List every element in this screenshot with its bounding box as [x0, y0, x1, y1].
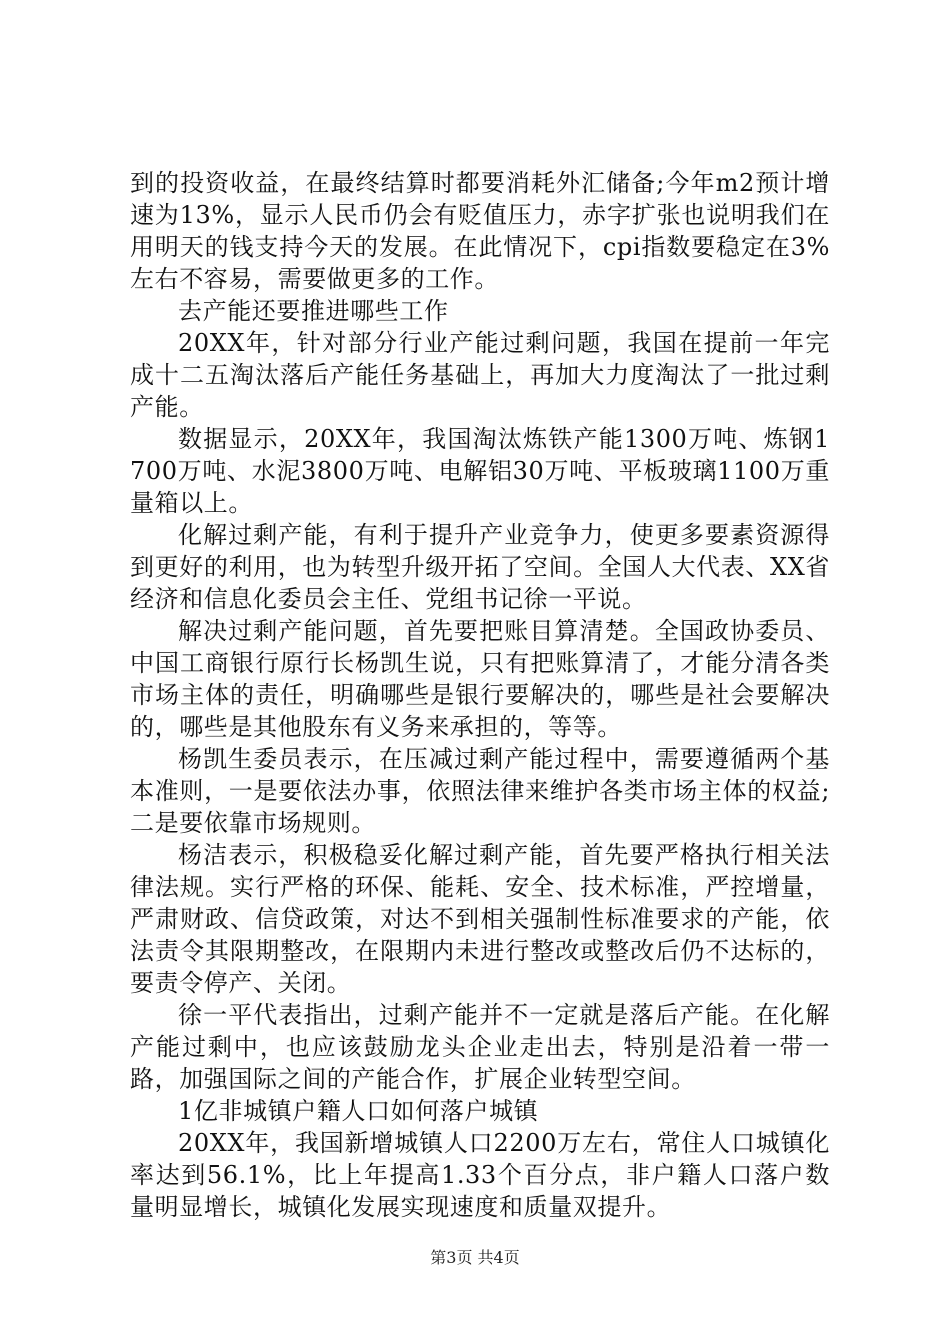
page-number-footer: 第3页 共4页 [430, 1248, 520, 1267]
section-heading: 去产能还要推进哪些工作 [178, 297, 449, 325]
section-heading: 1亿非城镇户籍人口如何落户城镇 [178, 1097, 539, 1125]
paragraph: 杨凯生委员表示，在压减过剩产能过程中，需要遵循两个基本准则，一是要依法办事，依照法律来维护各类市场主体的权益;二是要依靠市场规则。 [130, 745, 830, 837]
paragraph: 到的投资收益，在最终结算时都要消耗外汇储备;今年m2预计增速为13%，显示人民币仍会有贬值压力，赤字扩张也说明我们在用明天的钱支持今天的发展。在此情况下，cpi指数要稳定在3%左右不容易，需要做更多的工作。 [130, 169, 830, 293]
document-body [130, 167, 830, 1223]
paragraph: 20XX年，针对部分行业产能过剩问题，我国在提前一年完成十二五淘汰落后产能任务基础上，再加大力度淘汰了一批过剩产能。 [130, 329, 830, 421]
paragraph: 解决过剩产能问题，首先要把账目算清楚。全国政协委员、中国工商银行原行长杨凯生说，只有把账算清了，才能分清各类市场主体的责任，明确哪些是银行要解决的，哪些是社会要解决的，哪些是其他股东有义务来承担的，等等。 [130, 617, 830, 741]
paragraph: 徐一平代表指出，过剩产能并不一定就是落后产能。在化解产能过剩中，也应该鼓励龙头企业走出去，特别是沿着一带一路，加强国际之间的产能合作，扩展企业转型空间。 [130, 1001, 830, 1093]
paragraph: 化解过剩产能，有利于提升产业竞争力，使更多要素资源得到更好的利用，也为转型升级开拓了空间。全国人大代表、XX省经济和信息化委员会主任、党组书记徐一平说。 [130, 521, 830, 613]
paragraph: 20XX年，我国新增城镇人口2200万左右，常住人口城镇化率达到56.1%，比上年提高1.33个百分点，非户籍人口落户数量明显增长，城镇化发展实现速度和质量双提升。 [130, 1129, 830, 1221]
paragraph: 数据显示，20XX年，我国淘汰炼铁产能1300万吨、炼钢1700万吨、水泥3800万吨、电解铝30万吨、平板玻璃1100万重量箱以上。 [130, 425, 830, 517]
paragraph: 杨洁表示，积极稳妥化解过剩产能，首先要严格执行相关法律法规。实行严格的环保、能耗、安全、技术标准，严控增量，严肃财政、信贷政策，对达不到相关强制性标准要求的产能，依法责令其限期整改，在限期内未进行整改或整改后仍不达标的，要责令停产、关闭。 [130, 841, 830, 997]
